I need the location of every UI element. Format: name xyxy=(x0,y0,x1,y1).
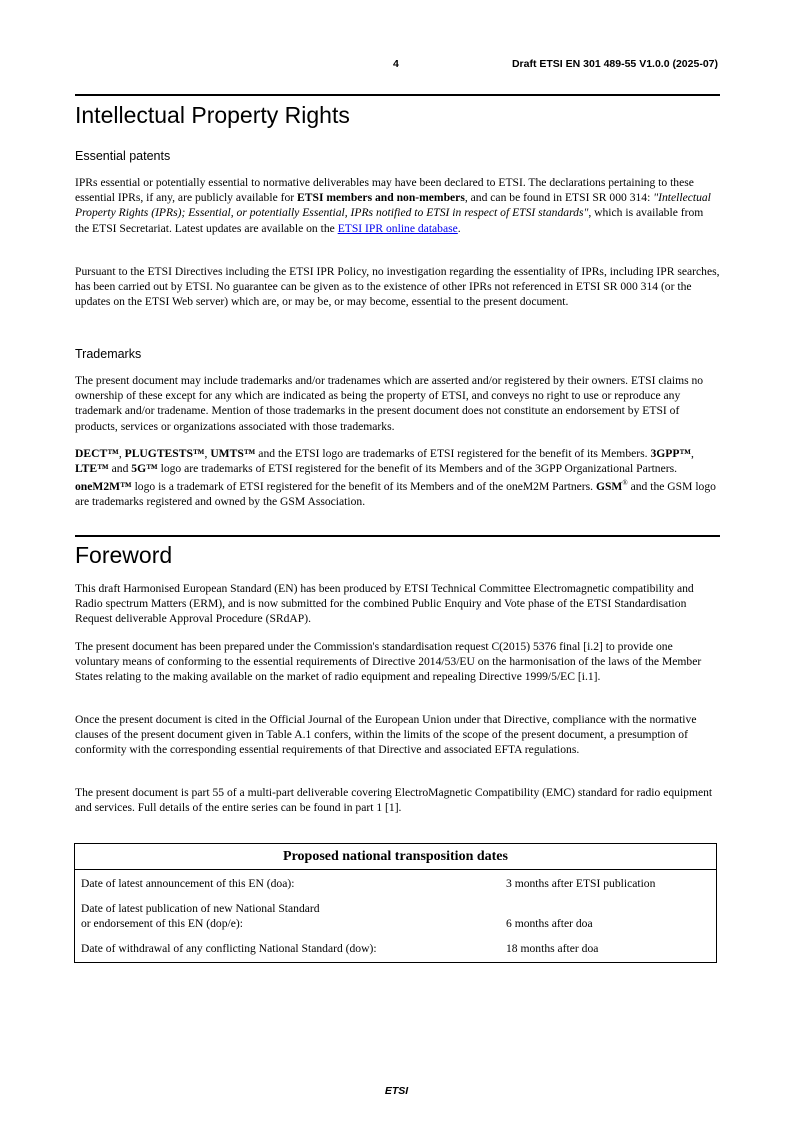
table-row-value: 3 months after ETSI publication xyxy=(506,877,656,890)
table-title: Proposed national transposition dates xyxy=(75,844,717,870)
table-row-label: Date of withdrawal of any conflicting National Standard (dow): xyxy=(81,942,377,955)
essential-patents-paragraph-1: IPRs essential or potentially essential to normative deliverables may have been declared to ETSI. The declarations pertaining to these essential IPRs, if any, are publicly available for ETSI members and non-members, and can be found in ETSI SR 000 314: "Intellectual Property Rights (IPRs); Essential, or potentially Essential, IPRs notified to ETSI in respect of ETSI standards", which is available from the ETSI Secretariat. Latest updates are available on the ETSI IPR online database. xyxy=(75,176,711,235)
table-row-label: Date of latest announcement of this EN (doa): xyxy=(81,877,295,890)
foreword-paragraph-1: This draft Harmonised European Standard (EN) has been produced by ETSI Technical Committee Electromagnetic compatibility and Radio spectrum Matters (ERM), and is now submitted for the combined Public Enquiry and Vote phase of the ETSI Standardisation Request deliverable Approval Procedure (SRdAP). xyxy=(75,582,694,626)
table-row xyxy=(75,870,717,894)
trademarks-heading: Trademarks xyxy=(75,347,142,361)
foreword-heading: Foreword xyxy=(75,542,173,568)
foreword-paragraph-2: The present document has been prepared under the Commission's standardisation request C(2015) 5376 final [i.2] to provide one voluntary means of conforming to the essential requirements of Directive 2014/53/EU on the harmonisation of the laws of the Member States relating to the making available on the market of radio equipment and repealing Directive 1999/5/EC [i.1]. xyxy=(75,640,702,684)
trademarks-paragraph-2: DECT™, PLUGTESTS™, UMTS™ and the ETSI logo are trademarks of ETSI registered for the benefit of its Members. 3GPP™, LTE™ and 5G™ logo are trademarks of ETSI registered for the benefit of its Members and of the 3GPP Organizational Partners. oneM2M™ logo is a trademark of ETSI registered for the benefit of its Members and of the oneM2M Partners. GSM® and the GSM logo are trademarks registered and owned by the GSM Association. xyxy=(75,447,716,509)
foreword-paragraph-4: The present document is part 55 of a multi-part deliverable covering ElectroMagnetic Compatibility (EMC) standard for radio equipment and services. Full details of the entire series can be found in part 1 [1]. xyxy=(75,786,713,815)
ipr-database-link[interactable]: ETSI IPR online database xyxy=(337,221,458,235)
page-footer: ETSI xyxy=(384,1085,409,1097)
transposition-dates-table xyxy=(74,843,717,963)
ipr-heading: Intellectual Property Rights xyxy=(75,102,350,128)
section-divider xyxy=(75,535,720,537)
page-header xyxy=(75,58,718,72)
trademarks-paragraph-1: The present document may include trademarks and/or tradenames which are asserted and/or registered by their owners. ETSI claims no ownership of these except for any which are indicated as being the property of ETSI, and conveys no right to use or reproduce any trademark and/or tradename. Mention of those trademarks in the present document does not constitute an endorsement by ETSI of products, services or organizations associated with those trademarks. xyxy=(75,374,704,433)
section-divider xyxy=(75,94,720,96)
table-row-label: Date of latest publication of new National Standard or endorsement of this EN (dop/e): xyxy=(81,902,320,930)
essential-patents-heading: Essential patents xyxy=(75,149,171,163)
essential-patents-paragraph-2: Pursuant to the ETSI Directives including the ETSI IPR Policy, no investigation regarding the essentiality of IPRs, including IPR searches, has been carried out by ETSI. No guarantee can be given as to the existence of other IPRs not referenced in ETSI SR 000 314 (or the updates on the ETSI Web server) which are, or may be, or may become, essential to the present document. xyxy=(75,265,720,309)
table-row-value: 6 months after doa xyxy=(506,917,593,930)
table-row xyxy=(75,933,717,963)
page-number: 4 xyxy=(393,58,399,70)
table-row xyxy=(75,893,717,933)
table-row-value: 18 months after doa xyxy=(506,942,599,955)
foreword-paragraph-3: Once the present document is cited in the Official Journal of the European Union under that Directive, compliance with the normative clauses of the present document given in Table A.1 confers, within the limits of the scope of the present document, a presumption of conformity with the corresponding essential requirements of that Directive and associated EFTA regulations. xyxy=(75,713,697,757)
document-title: Draft ETSI EN 301 489-55 V1.0.0 (2025-07) xyxy=(511,58,718,70)
